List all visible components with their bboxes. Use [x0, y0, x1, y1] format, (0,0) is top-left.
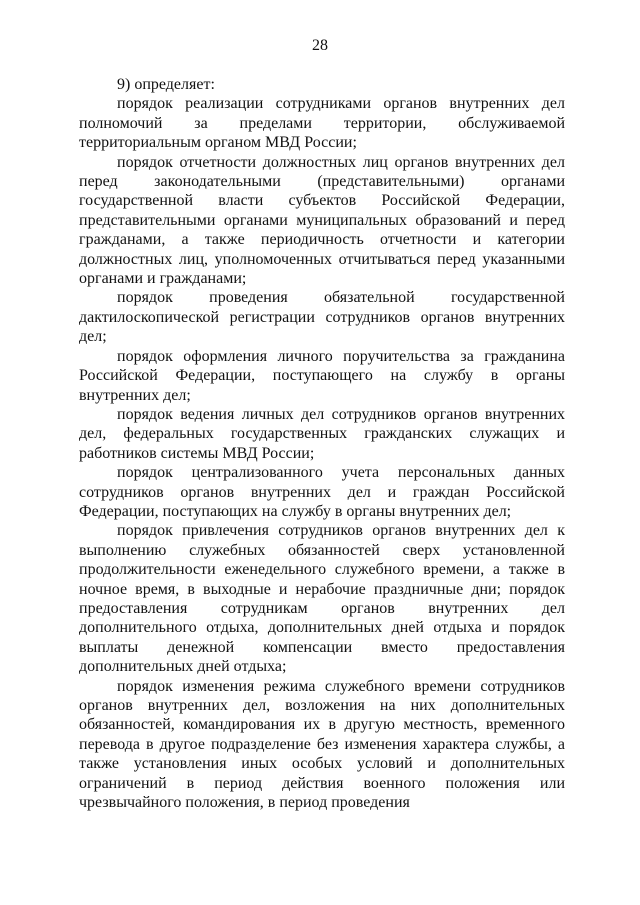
paragraph-realization-of-powers: порядок реализации сотрудниками органов внутренних дел полномочий за пределами территории, обслуживаемой территориальным органом МВД России; — [79, 95, 565, 152]
paragraph-personal-data-accounting: порядок централизованного учета персональных данных сотрудников органов внутренних дел и граждан Российской Федерации, поступающих на службу в органы внутренних дел; — [79, 464, 565, 520]
paragraph-overtime-duties: порядок привлечения сотрудников органов внутренних дел к выполнению служебных обязанностей сверх установленной продолжительности еженедельного служебного времени, а также в ночное время, в выходные и нерабочие праздничные дни; порядок предоставления сотрудникам органов внутренних дел дополнительного отдыха, дополнительных дней отдыха и порядок выплаты денежной компенсации вместо предоставления дополнительных дней отдыха; — [79, 522, 565, 676]
page-number: 28 — [312, 37, 328, 54]
document-body — [79, 75, 565, 812]
paragraph-service-time-regime: порядок изменения режима служебного времени сотрудников органов внутренних дел, возложения на них дополнительных обязанностей, командирования их в другую местность, временного перевода в другое подразделение без изменения характера службы, а также установления иных особых условий и дополнительных ограничений в период действия военного положения или чрезвычайного положения, в период проведения — [79, 677, 565, 812]
paragraph-personal-files: порядок ведения личных дел сотрудников органов внутренних дел, федеральных государственных гражданских служащих и работников системы МВД России; — [79, 405, 565, 462]
paragraph-reporting-procedure: порядок отчетности должностных лиц органов внутренних дел перед законодательными (представительными) органами государственной власти субъектов Российской Федерации, представительными органами муниципальных образований и перед гражданами, а также периодичность отчетности и категории должностных лиц, уполномоченных отчитываться перед указанными органами и гражданами; — [79, 153, 565, 288]
paragraph-fingerprint-registration: порядок проведения обязательной государственной дактилоскопической регистрации сотрудников органов внутренних дел; — [79, 289, 565, 346]
paragraph-personal-guarantee: порядок оформления личного поручительства за гражданина Российской Федерации, поступающего на службу в органы внутренних дел; — [79, 347, 565, 404]
list-item-intro: 9) определяет: — [117, 76, 215, 93]
